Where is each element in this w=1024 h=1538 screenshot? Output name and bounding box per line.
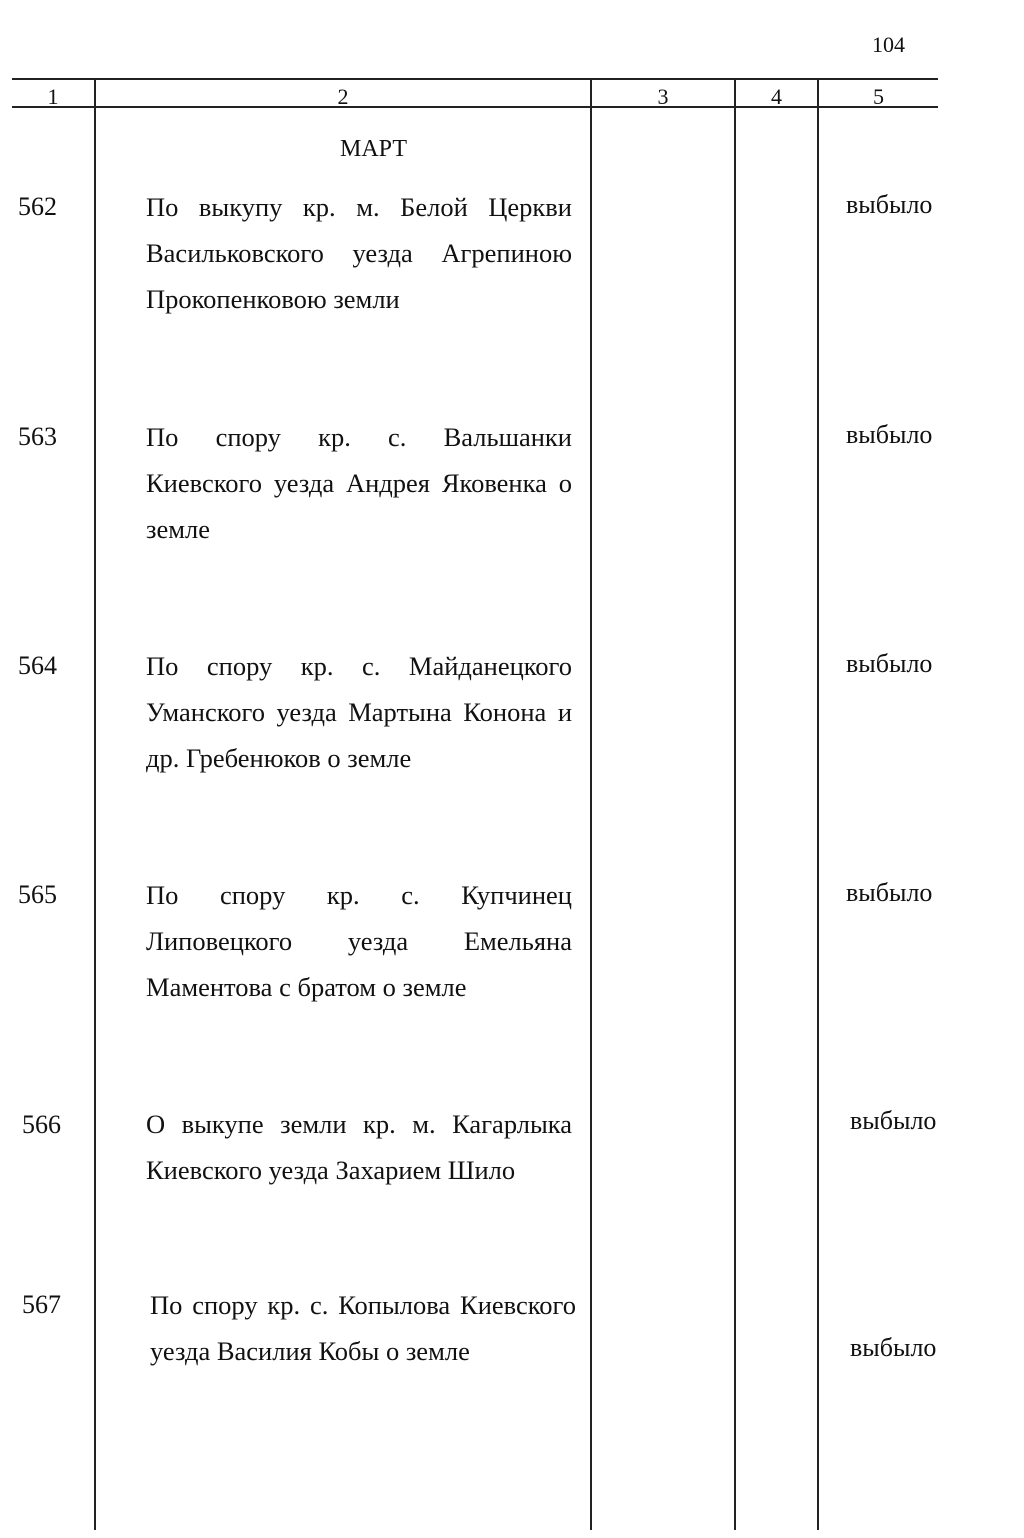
column-header-5: 5 [873,84,884,109]
column-divider [590,80,592,1530]
row-description: По выкупу кр. м. Белой Церкви Васильковского уезда Агрепиною Прокопенковою земли [146,192,572,314]
row-description: По спору кр. с. Вальшанки Киевского уезда Андрея Яковенка о земле [146,422,572,544]
table-top-rule [12,78,938,80]
section-title: МАРТ [340,136,407,162]
row-status: выбыло [846,420,933,449]
column-divider [817,80,819,1530]
row-status: выбыло [846,190,933,219]
row-status: выбыло [846,649,933,678]
column-divider [94,80,96,1530]
row-description: По спору кр. с. Купчинец Липовецкого уезда Емельяна Маментова с братом о земле [146,880,572,1002]
column-header-4: 4 [771,84,782,109]
column-divider [734,80,736,1530]
row-status: выбыло [846,878,933,907]
row-description: О выкупе земли кр. м. Кагарлыка Киевского уезда Захарием Шило [146,1109,572,1185]
row-number: 564 [18,651,57,680]
row-number: 562 [18,192,57,221]
row-number: 566 [22,1110,61,1139]
row-number: 563 [18,422,57,451]
row-status: выбыло [850,1333,937,1362]
column-header-1: 1 [47,84,59,109]
row-status: выбыло [850,1106,937,1135]
row-number: 565 [18,880,57,909]
row-description: По спору кр. с. Майданецкого Уманского уезда Мартына Конона и др. Гребенюков о земле [146,651,572,773]
column-header-3: 3 [657,84,669,109]
row-number: 567 [22,1290,61,1319]
row-description: По спору кр. с. Копылова Киевского уезда Василия Кобы о земле [150,1290,576,1366]
column-header-2: 2 [337,84,349,109]
page-number: 104 [872,32,905,57]
